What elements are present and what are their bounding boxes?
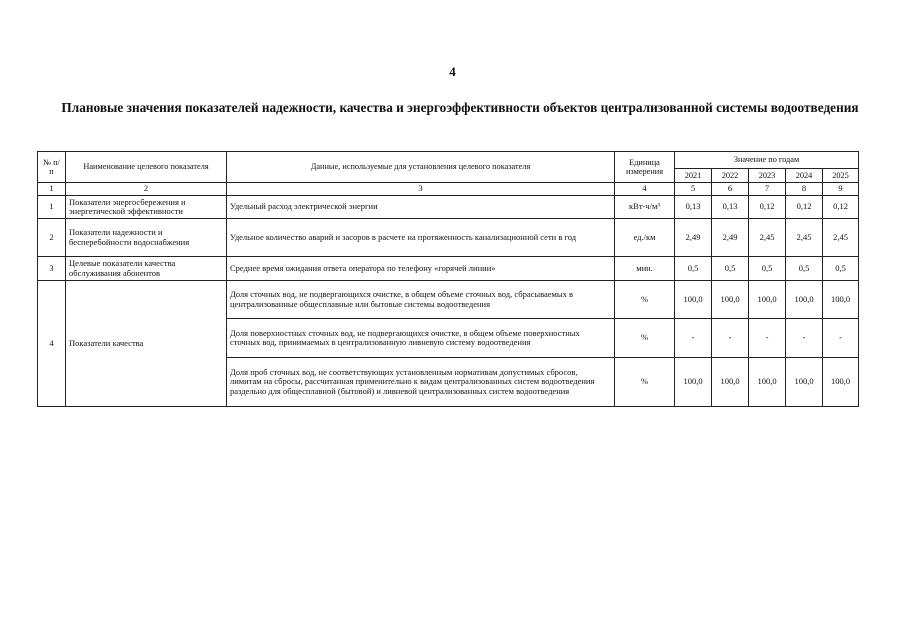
column-numbers-row bbox=[38, 183, 859, 196]
column-number: 2 bbox=[66, 183, 227, 196]
header-row-1 bbox=[38, 152, 859, 169]
value-2025: 100,0 bbox=[823, 358, 859, 407]
value-2023: 100,0 bbox=[749, 358, 786, 407]
indicator-data: Доля проб сточных вод, не соответствующих установленным нормативам допустимых сбросов, лимитам на сбросы, рассчитанная применительно к видам централизованных систем водоотведения раздельно для общесплавной (бытовой) и ливневой централизованных систем водоотведения bbox=[227, 358, 615, 407]
value-2021: 100,0 bbox=[675, 358, 712, 407]
header-year: 2021 bbox=[675, 169, 712, 183]
column-number: 1 bbox=[38, 183, 66, 196]
value-2024: 0,12 bbox=[786, 196, 823, 219]
value-2025: 2,45 bbox=[823, 219, 859, 257]
indicator-data: Доля сточных вод, не подвергающихся очистке, в общем объеме сточных вод, сбрасываемых в централизованные общесплавные или бытовые системы водоотведения bbox=[227, 281, 615, 319]
value-2022: 100,0 bbox=[712, 358, 749, 407]
indicator-name: Показатели энергосбережения и энергетической эффективности bbox=[66, 196, 227, 219]
column-number: 8 bbox=[786, 183, 823, 196]
value-2025: 0,5 bbox=[823, 257, 859, 281]
table-row bbox=[38, 257, 859, 281]
value-2022: 0,13 bbox=[712, 196, 749, 219]
value-2021: 2,49 bbox=[675, 219, 712, 257]
indicator-data: Удельное количество аварий и засоров в расчете на протяженность канализационной сети в год bbox=[227, 219, 615, 257]
value-2021: 100,0 bbox=[675, 281, 712, 319]
document-title: Плановые значения показателей надежности, качества и энергоэффективности объектов централизованной системы водоотведения bbox=[61, 100, 859, 115]
value-2021: - bbox=[675, 319, 712, 358]
indicator-name: Показатели качества bbox=[66, 281, 227, 407]
indicators-table bbox=[37, 151, 859, 407]
header-year: 2025 bbox=[823, 169, 859, 183]
table-row bbox=[38, 196, 859, 219]
value-2023: - bbox=[749, 319, 786, 358]
column-number: 5 bbox=[675, 183, 712, 196]
value-2025: - bbox=[823, 319, 859, 358]
value-2025: 100,0 bbox=[823, 281, 859, 319]
column-number: 6 bbox=[712, 183, 749, 196]
unit: кВт-ч/м³ bbox=[615, 196, 675, 219]
table-row bbox=[38, 219, 859, 257]
value-2024: 0,5 bbox=[786, 257, 823, 281]
row-number: 1 bbox=[38, 196, 66, 219]
value-2022: 0,5 bbox=[712, 257, 749, 281]
value-2023: 0,12 bbox=[749, 196, 786, 219]
indicator-name: Целевые показатели качества обслуживания абонентов bbox=[66, 257, 227, 281]
value-2022: - bbox=[712, 319, 749, 358]
page-number: 4 bbox=[449, 64, 456, 79]
header-unit: Единица измерения bbox=[615, 152, 675, 183]
unit: ед./км bbox=[615, 219, 675, 257]
value-2023: 0,5 bbox=[749, 257, 786, 281]
indicator-data: Удельный расход электрической энергии bbox=[227, 196, 615, 219]
value-2021: 0,5 bbox=[675, 257, 712, 281]
value-2021: 0,13 bbox=[675, 196, 712, 219]
unit: % bbox=[615, 281, 675, 319]
header-data-used: Данные, используемые для установления целевого показателя bbox=[227, 152, 615, 183]
column-number: 4 bbox=[615, 183, 675, 196]
value-2023: 100,0 bbox=[749, 281, 786, 319]
unit: мин. bbox=[615, 257, 675, 281]
header-indicator-name: Наименование целевого показателя bbox=[66, 152, 227, 183]
column-number: 9 bbox=[823, 183, 859, 196]
value-2025: 0,12 bbox=[823, 196, 859, 219]
value-2024: 2,45 bbox=[786, 219, 823, 257]
value-2022: 100,0 bbox=[712, 281, 749, 319]
value-2024: 100,0 bbox=[786, 358, 823, 407]
unit: % bbox=[615, 358, 675, 407]
unit: % bbox=[615, 319, 675, 358]
value-2022: 2,49 bbox=[712, 219, 749, 257]
indicator-data: Среднее время ожидания ответа оператора по телефону «горячей линии» bbox=[227, 257, 615, 281]
column-number: 7 bbox=[749, 183, 786, 196]
header-year: 2024 bbox=[786, 169, 823, 183]
indicator-data: Доля поверхностных сточных вод, не подвергающихся очистке, в общем объеме поверхностных сточных вод, принимаемых в централизованную ливневую систему водоотведения bbox=[227, 319, 615, 358]
header-num: № п/п bbox=[38, 152, 66, 183]
row-number: 2 bbox=[38, 219, 66, 257]
table-body bbox=[38, 152, 859, 407]
table-row bbox=[38, 281, 859, 319]
row-number: 4 bbox=[38, 281, 66, 407]
column-number: 3 bbox=[227, 183, 615, 196]
value-2024: - bbox=[786, 319, 823, 358]
value-2024: 100,0 bbox=[786, 281, 823, 319]
header-year: 2023 bbox=[749, 169, 786, 183]
indicator-name: Показатели надежности и бесперебойности водоснабжения bbox=[66, 219, 227, 257]
row-number: 3 bbox=[38, 257, 66, 281]
header-year: 2022 bbox=[712, 169, 749, 183]
value-2023: 2,45 bbox=[749, 219, 786, 257]
header-values-by-year: Значение по годам bbox=[675, 152, 859, 169]
